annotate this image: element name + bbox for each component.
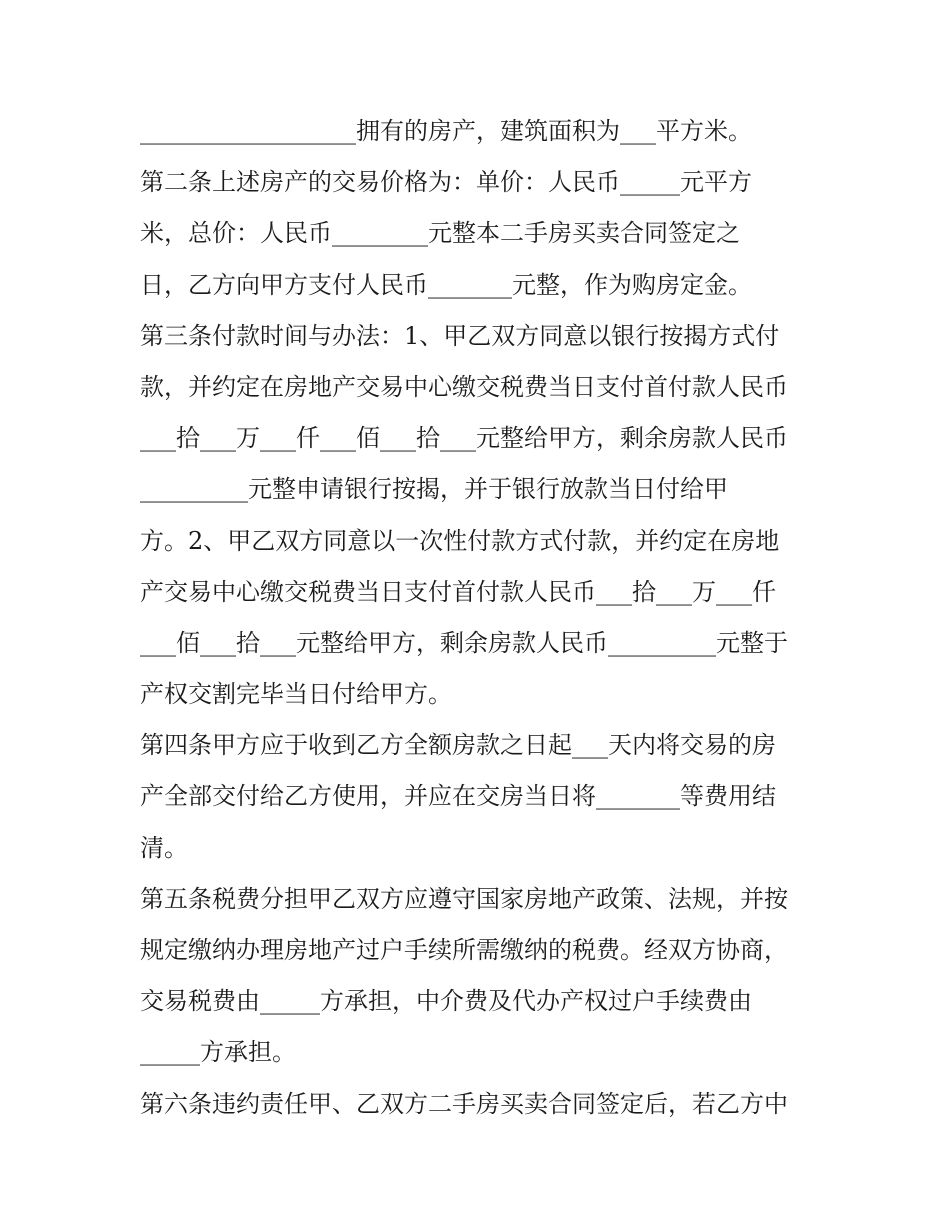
text-line: 第六条违约责任甲、乙双方二手房买卖合同签定后，若乙方中 xyxy=(140,1089,788,1118)
text-line: 第五条税费分担甲乙双方应遵守国家房地产政策、法规，并按 xyxy=(140,884,788,913)
text-line: 产全部交付给乙方使用，并应在交房当日将_______等费用结 xyxy=(140,782,776,811)
text-line: _____方承担。 xyxy=(140,1038,296,1067)
text-line: 第四条甲方应于收到乙方全额房款之日起___天内将交易的房 xyxy=(140,731,776,760)
text-line: 方。2、甲乙双方同意以一次性付款方式付款，并约定在房地 xyxy=(140,526,780,555)
text-line: _________元整申请银行按揭，并于银行放款当日付给甲 xyxy=(140,475,728,504)
text-line: 第三条付款时间与办法：1、甲乙双方同意以银行按揭方式付 xyxy=(140,321,780,350)
text-line: 交易税费由_____方承担，中介费及代办产权过户手续费由 xyxy=(140,987,752,1016)
text-line: 清。 xyxy=(140,833,188,862)
text-line: ___拾___万___仟___佰___拾___元整给甲方，剩余房款人民币 xyxy=(140,424,788,453)
text-line: 产权交割完毕当日付给甲方。 xyxy=(140,680,452,709)
text-line: 日，乙方向甲方支付人民币_______元整，作为购房定金。 xyxy=(140,270,752,299)
text-line: __________________拥有的房产，建筑面积为___平方米。 xyxy=(140,117,752,145)
text-line: 产交易中心缴交税费当日支付首付款人民币___拾___万___仟 xyxy=(140,577,776,606)
text-line: 米，总价：人民币________元整本二手房买卖合同签定之 xyxy=(140,219,740,248)
text-line: ___佰___拾___元整给甲方，剩余房款人民币_________元整于 xyxy=(140,628,788,657)
text-line: 款，并约定在房地产交易中心缴交税费当日支付首付款人民币 xyxy=(140,372,788,401)
contract-text xyxy=(140,106,830,1130)
text-line: 规定缴纳办理房地产过户手续所需缴纳的税费。经双方协商， xyxy=(140,936,788,964)
text-line: 第二条上述房产的交易价格为：单价：人民币_____元平方 xyxy=(140,168,752,197)
